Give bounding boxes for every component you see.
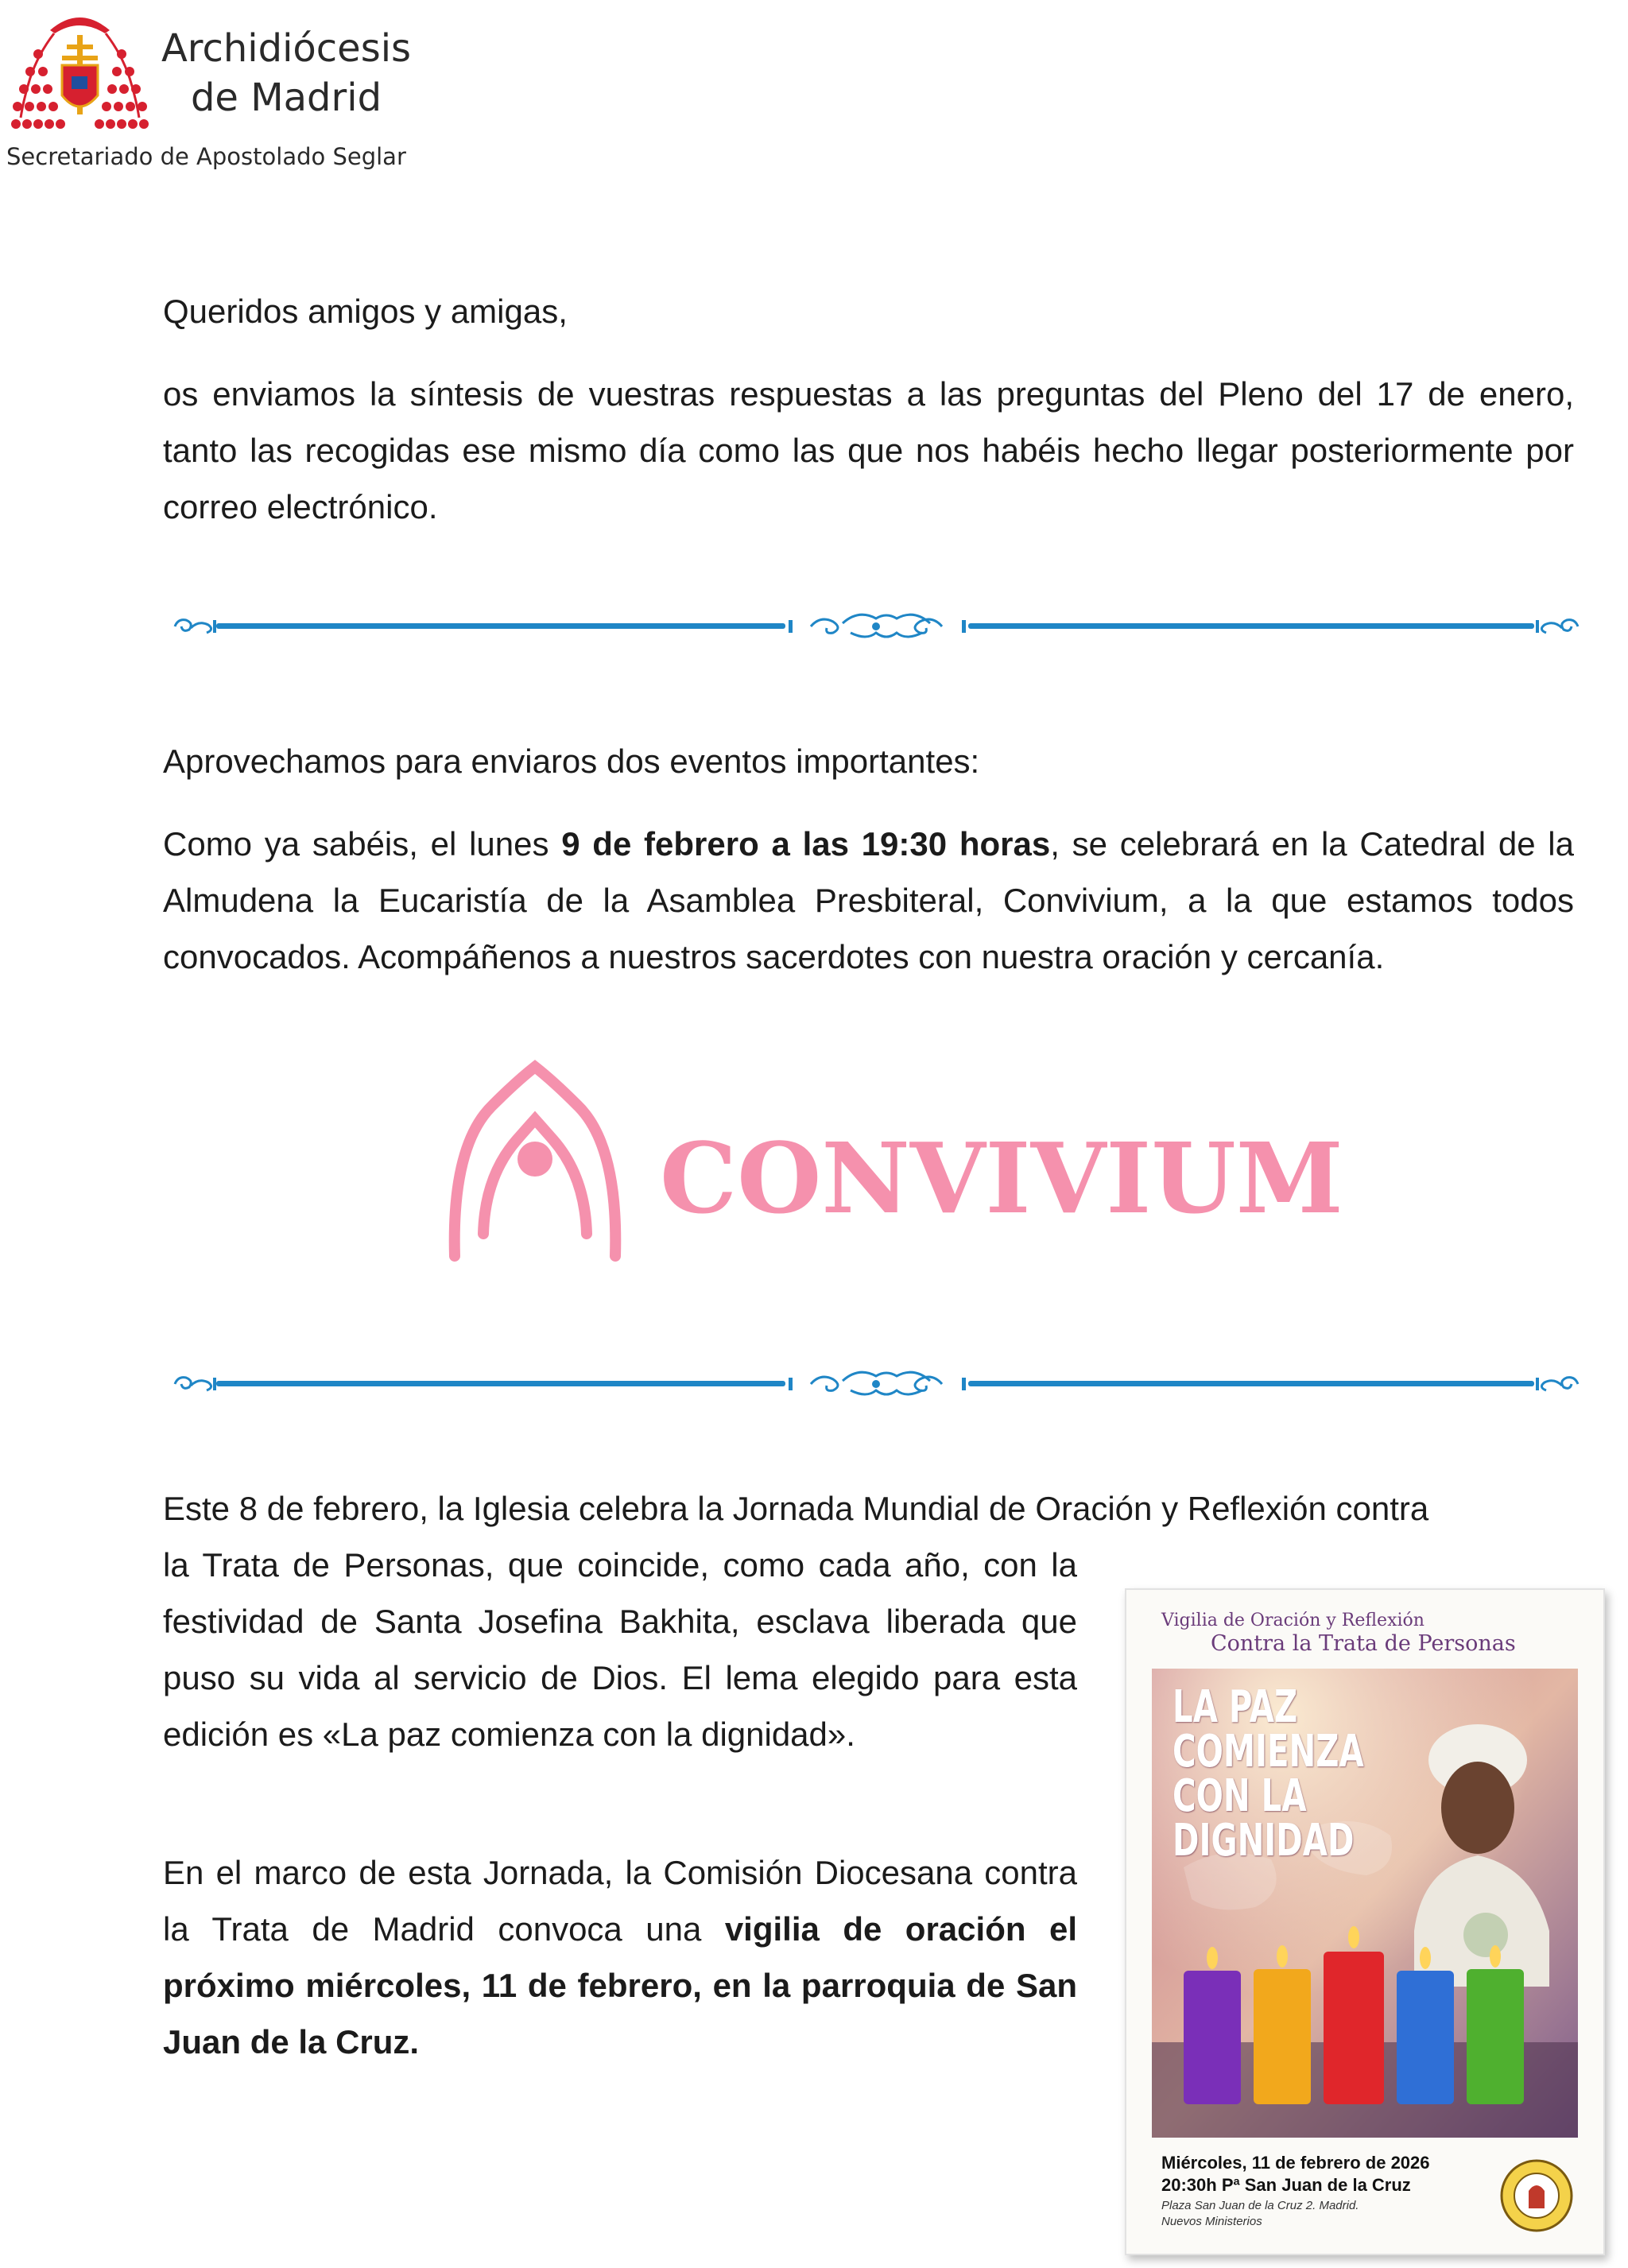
events-intro: Aprovechamos para enviaros dos eventos importantes: (163, 742, 980, 780)
poster-headline-line: COMIENZA (1173, 1726, 1364, 1778)
ornamental-divider (167, 606, 1586, 646)
org-name-line1: Archidiócesis (161, 26, 412, 71)
greeting: Queridos amigos y amigas, (163, 293, 568, 330)
event1-text-b: , se celebrará en la Catedral de la Almudena la Eucaristía de la Asamblea Presbiteral, Convivium, a la que estamos todos convocados. Acompáñenos a nuestros sacerdotes con nuestra oración y cercanía. (163, 825, 1574, 975)
poster-date: Miércoles, 11 de febrero de 2026 (1161, 2153, 1430, 2173)
poster-kicker: Vigilia de Oración y Reflexión (1161, 1611, 1424, 1630)
poster-time: 20:30h Pª San Juan de la Cruz (1161, 2175, 1411, 2195)
org-name-line2: de Madrid (190, 76, 382, 120)
poster-headline-line: CON LA (1173, 1770, 1307, 1822)
poster-subtitle: Contra la Trata de Personas (1211, 1631, 1516, 1656)
event1-date: 9 de febrero a las 19:30 horas (561, 825, 1051, 863)
vigil-poster (1125, 1588, 1605, 2255)
ornamental-divider (167, 1363, 1586, 1403)
cardinal-crest-icon (6, 6, 153, 142)
event3-paragraph (163, 1844, 1077, 2070)
poster-headline-line: LA PAZ (1173, 1681, 1298, 1733)
commission-seal-icon (1498, 2158, 1575, 2234)
event3-vigil-details: vigilia de oración el próximo miércoles, 11 de febrero, en la parroquia de San Juan de la Cruz. (163, 1910, 1077, 2061)
event2-paragraph: la Trata de Personas, que coincide, como cada año, con la festividad de Santa Josefina Bakhita, esclava liberada que puso su vida al servicio de Dios. El lema elegido para esta edición es «La paz comienza con la dignidad». (163, 1546, 1077, 1753)
event2-first-line: Este 8 de febrero, la Iglesia celebra la Jornada Mundial de Oración y Reflexión contra (163, 1490, 1429, 1527)
convivium-wordmark: CONVIVIUM (660, 1121, 1343, 1235)
event-convivium-paragraph (163, 816, 1574, 985)
poster-headline-line: DIGNIDAD (1173, 1815, 1355, 1867)
poster-address-area: Nuevos Ministerios (1161, 2215, 1262, 2228)
poster-headline (1173, 1681, 1413, 1867)
event1-text-a: Como ya sabéis, el lunes (163, 825, 562, 863)
archdiocese-logo (6, 6, 420, 177)
event3-text-a: En el marco de esta Jornada, la Comisión Diocesana contra la Trata de Madrid convoca una (163, 1854, 1077, 1948)
convivium-logo (445, 1057, 1343, 1264)
org-subtitle: Secretariado de Apostolado Seglar (6, 143, 406, 170)
org-name (159, 24, 413, 122)
poster-address: Plaza San Juan de la Cruz 2. Madrid. (1161, 2199, 1359, 2212)
intro-paragraph: os enviamos la síntesis de vuestras respuestas a las preguntas del Pleno del 17 de enero, tanto las recogidas ese mismo día como las que nos habéis hecho llegar posteriormente por correo electrónico. (163, 375, 1574, 525)
candles (1184, 1952, 1524, 2104)
